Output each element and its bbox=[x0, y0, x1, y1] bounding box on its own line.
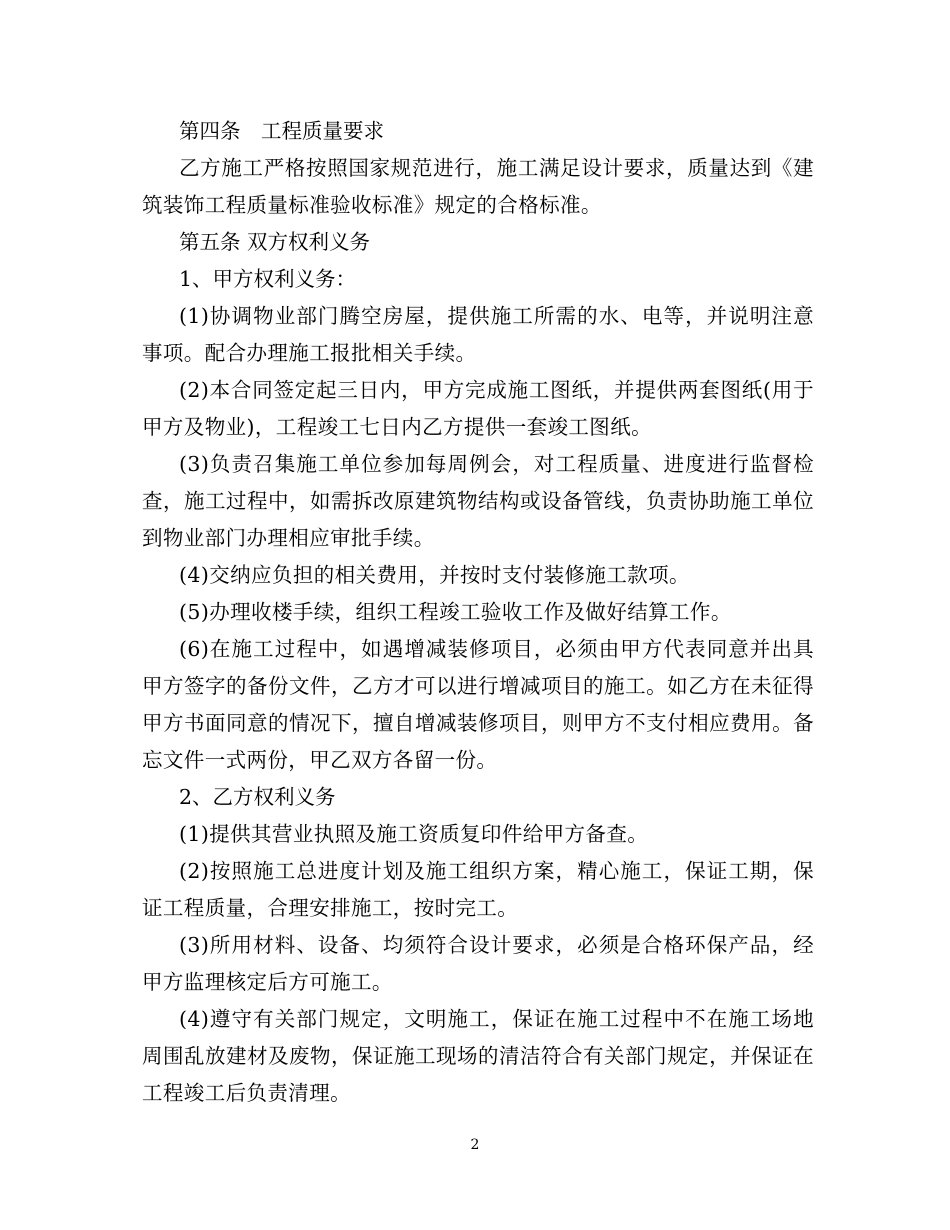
party-b-item-1: (1)提供其营业执照及施工资质复印件给甲方备查。 bbox=[179, 822, 649, 846]
party-a-item-1: (1)协调物业部门腾空房屋，提供施工所需的水、电等，并说明注意事项。配合办理施工报批相关手续。 bbox=[142, 304, 814, 365]
party-a-item-3: (3)负责召集施工单位参加每周例会，对工程质量、进度进行监督检查，施工过程中，如需拆改原建筑物结构或设备管线，负责协助施工单位到物业部门办理相应审批手续。 bbox=[142, 452, 814, 550]
party-a-item-4: (4)交纳应负担的相关费用，并按时支付装修施工款项。 bbox=[179, 563, 690, 587]
party-a-item-2: (2)本合同签定起三日内，甲方完成施工图纸，并提供两套图纸(用于甲方及物业)，工程竣工七日内乙方提供一套竣工图纸。 bbox=[142, 378, 814, 439]
party-b-item-4: (4)遵守有关部门规定，文明施工，保证在施工过程中不在施工场地周围乱放建材及废物，保证施工现场的清洁符合有关部门规定，并保证在工程竣工后负责清理。 bbox=[142, 1007, 814, 1105]
article-5-heading: 第五条 双方权利义务 bbox=[179, 230, 371, 254]
page-number: 2 bbox=[470, 1137, 480, 1153]
document-body bbox=[142, 113, 814, 1112]
party-b-heading: 2、乙方权利义务 bbox=[179, 785, 336, 809]
party-b-item-2: (2)按照施工总进度计划及施工组织方案，精心施工，保证工期，保证工程质量，合理安排施工，按时完工。 bbox=[142, 859, 814, 920]
party-a-item-6: (6)在施工过程中，如遇增减装修项目，必须由甲方代表同意并出具甲方签字的备份文件，乙方才可以进行增减项目的施工。如乙方在未征得甲方书面同意的情况下，擅自增减装修项目，则甲方不支付相应费用。备忘文件一式两份，甲乙双方各留一份。 bbox=[142, 637, 814, 772]
article-4-heading: 第四条 工程质量要求 bbox=[179, 119, 384, 143]
article-4-text: 乙方施工严格按照国家规范进行，施工满足设计要求，质量达到《建筑装饰工程质量标准验收标准》规定的合格标准。 bbox=[142, 156, 814, 217]
party-b-item-3: (3)所用材料、设备、均须符合设计要求，必须是合格环保产品，经甲方监理核定后方可施工。 bbox=[142, 933, 814, 994]
party-a-item-5: (5)办理收楼手续，组织工程竣工验收工作及做好结算工作。 bbox=[179, 600, 732, 624]
party-a-heading: 1、甲方权利义务： bbox=[179, 267, 357, 291]
